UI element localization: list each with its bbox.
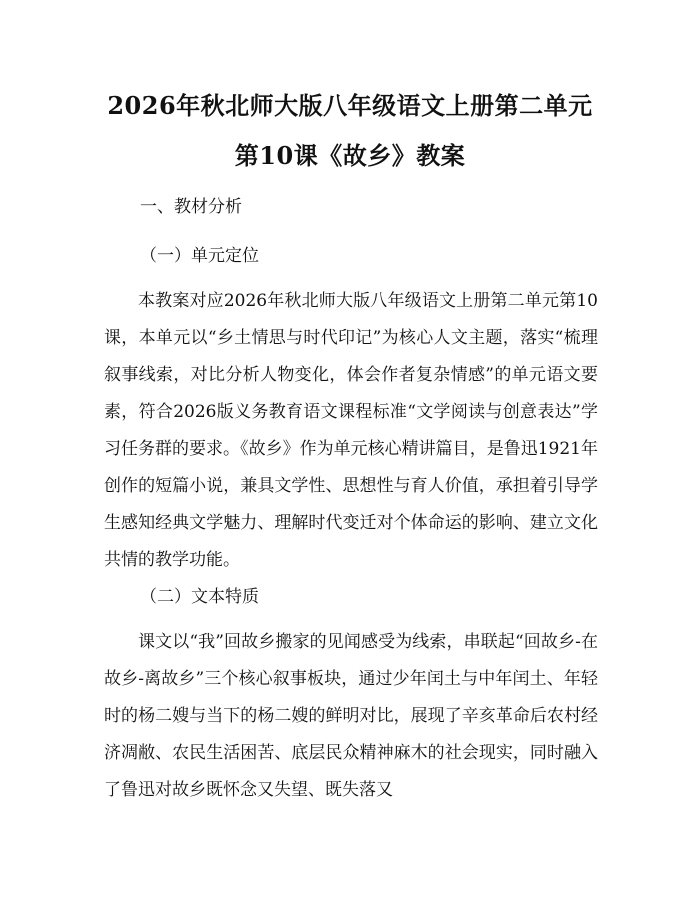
paragraph-text-features: 课文以“我”回故乡搬家的见闻感受为线索，串联起“回故乡-在故乡-离故乡”三个核心叙事板块，通过少年闰土与中年闰土、年轻时的杨二嫂与当下的杨二嫂的鲜明对比，展现了辛亥革命后农村经济凋敝、农民生活困苦、底层民众精神麻木的社会现实，同时融入了鲁迅对故乡既怀念又失望、既失落又 xyxy=(104,632,598,800)
subsection-heading-unit-position: （一）单元定位 xyxy=(140,246,259,266)
document-title-line1: 2026年秋北师大版八年级语文上册第二单元 xyxy=(107,91,593,120)
paragraph-unit-position: 本教案对应2026年秋北师大版八年级语文上册第二单元第10课，本单元以“乡土情思与时代印记”为核心人文主题，落实“梳理叙事线索，对比分析人物变化，体会作者复杂情感”的单元语文要素，符合2026版义务教育语文课程标准“文学阅读与创意表达”学习任务群的要求。《故乡》作为单元核心精讲篇目，是鲁迅1921年创作的短篇小说，兼具文学性、思想性与育人价值，承担着引导学生感知经典文学魅力、理解时代变迁对个体命运的影响、建立文化共情的教学功能。 xyxy=(104,291,598,570)
document-title-line2: 第10课《故乡》教案 xyxy=(234,141,466,170)
subsection-heading-text-features: （二）文本特质 xyxy=(140,587,259,607)
section-heading-textbook-analysis: 一、教材分析 xyxy=(140,197,242,217)
